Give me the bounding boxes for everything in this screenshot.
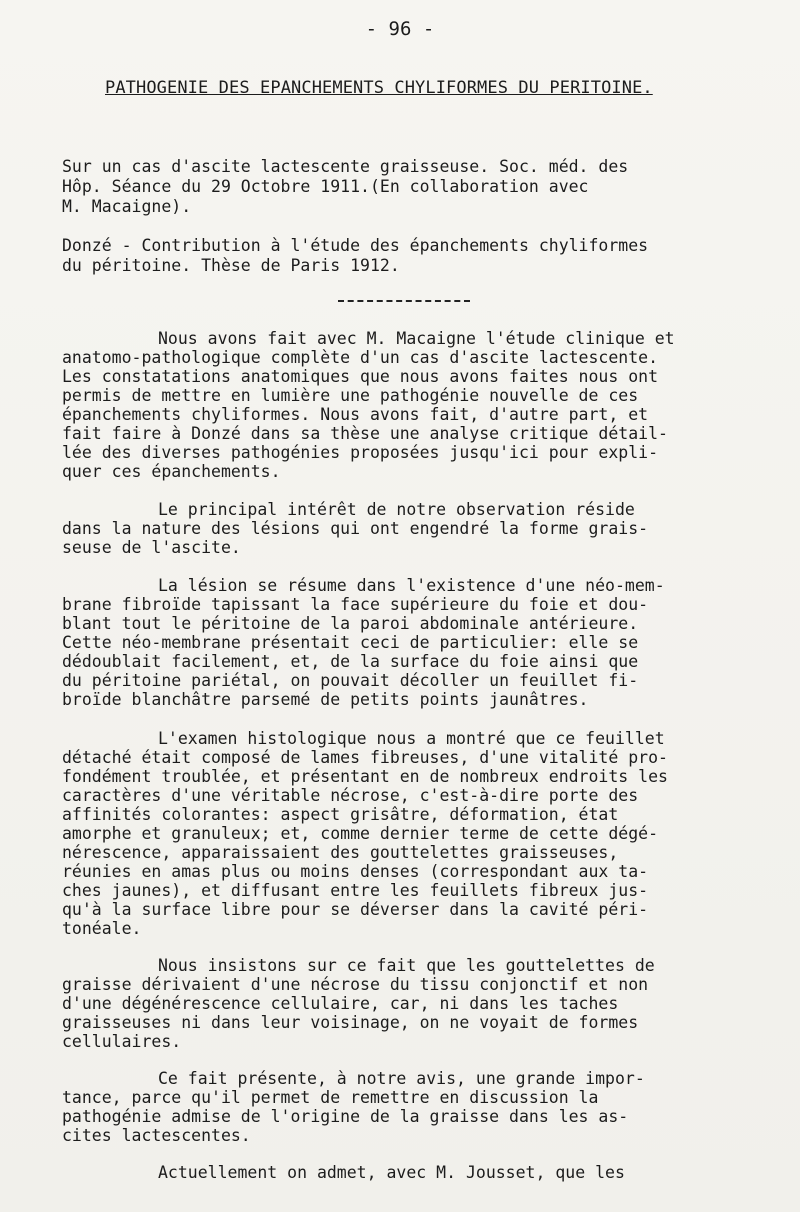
paragraph-line: Les constatations anatomiques que nous avons faites nous ont [62,367,659,386]
paragraph-line: réunies en amas plus ou moins denses (correspondant aux ta- [62,862,649,881]
reference-line: du péritoine. Thèse de Paris 1912. [62,256,400,275]
paragraph-line: amorphe et granuleux; et, comme dernier terme de cette dégé- [62,824,659,843]
paragraph-line: lée des diverses pathogénies proposées jusqu'ici pour expli- [62,443,659,462]
reference-line: M. Macaigne). [62,197,192,216]
paragraph-line: nérescence, apparaissaient des gouttelettes graisseuses, [62,843,619,862]
paragraph-line: dans la nature des lésions qui ont engendré la forme grais- [62,519,649,538]
paragraph-line: seuse de l'ascite. [62,538,241,557]
paragraph-line: anatomo-pathologique complète d'un cas d'ascite lactescente. [62,348,659,367]
paragraph-line: Ce fait présente, à notre avis, une grande impor- [158,1069,645,1088]
paragraph-line: Actuellement on admet, avec M. Jousset, que les [158,1163,625,1182]
paragraph-line: graisse dérivaient d'une nécrose du tissu conjonctif et non [62,975,649,994]
paragraph-line: brane fibroïde tapissant la face supérieure du foie et dou- [62,595,649,614]
reference-line: Hôp. Séance du 29 Octobre 1911.(En collaboration avec [62,177,589,196]
page-title: PATHOGENIE DES EPANCHEMENTS CHYLIFORMES DU PERITOINE. [105,78,653,98]
paragraph-line: ches jaunes), et diffusant entre les feuillets fibreux jus- [62,881,649,900]
paragraph-line: Le principal intérêt de notre observation réside [158,500,635,519]
paragraph-line: cites lactescentes. [62,1126,251,1145]
paragraph-line: fait faire à Donzé dans sa thèse une analyse critique détail- [62,424,668,443]
paragraph-line: tance, parce qu'il permet de remettre en discussion la [62,1088,599,1107]
paragraph-line: du péritoine pariétal, on pouvait décoller un feuillet fi- [62,671,639,690]
paragraph-line: d'une dégénérescence cellulaire, car, ni dans les taches [62,994,619,1013]
paragraph-line: affinités colorantes: aspect grisâtre, déformation, état [62,805,619,824]
reference-line: Donzé - Contribution à l'étude des épanchements chyliformes [62,236,649,255]
page-number: - 96 - [365,18,435,40]
paragraph-line: dédoublait facilement, et, de la surface du foie ainsi que [62,652,639,671]
reference-line: Sur un cas d'ascite lactescente graisseuse. Soc. méd. des [62,157,629,176]
paragraph-line: permis de mettre en lumière une pathogénie nouvelle de ces [62,386,639,405]
paragraph-line: épanchements chyliformes. Nous avons fait, d'autre part, et [62,405,649,424]
paragraph-line: quer ces épanchements. [62,462,281,481]
paragraph-line: fondément troublée, et présentant en de nombreux endroits les [62,767,668,786]
paragraph-line: La lésion se résume dans l'existence d'une néo-mem- [158,576,665,595]
paragraph-line: Nous avons fait avec M. Macaigne l'étude clinique et [158,329,675,348]
paragraph-line: tonéale. [62,919,142,938]
paragraph-line: graisseuses ni dans leur voisinage, on ne voyait de formes [62,1013,639,1032]
paragraph-line: cellulaires. [62,1032,182,1051]
paragraph-line: blant tout le péritoine de la paroi abdominale antérieure. [62,614,639,633]
separator-rule [338,300,470,302]
paragraph-line: Cette néo-membrane présentait ceci de particulier: elle se [62,633,639,652]
paragraph-line: caractères d'une véritable nécrose, c'est-à-dire porte des [62,786,639,805]
paragraph-line: pathogénie admise de l'origine de la graisse dans les as- [62,1107,629,1126]
paragraph-line: broïde blanchâtre parsemé de petits points jaunâtres. [62,690,589,709]
paragraph-line: Nous insistons sur ce fait que les gouttelettes de [158,956,655,975]
paragraph-line: détaché était composé de lames fibreuses, d'une vitalité pro- [62,748,668,767]
paragraph-line: qu'à la surface libre pour se déverser dans la cavité péri- [62,900,649,919]
paragraph-line: L'examen histologique nous a montré que ce feuillet [158,729,665,748]
